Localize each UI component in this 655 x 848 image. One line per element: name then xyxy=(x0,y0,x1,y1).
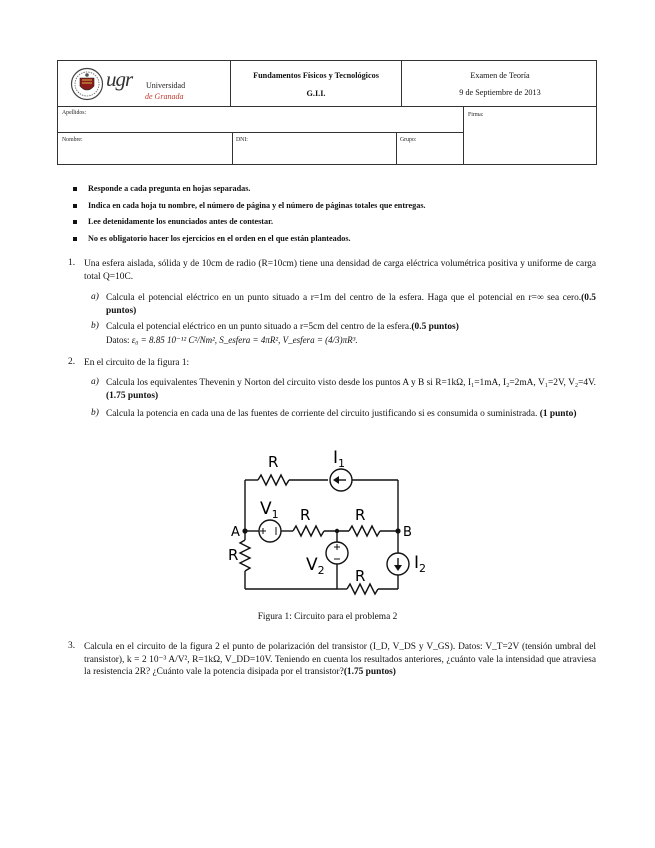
label-r-mid2: R xyxy=(355,506,366,524)
label-v1 xyxy=(260,499,279,521)
label-i2 xyxy=(414,553,426,575)
name-field-label: Nombre: xyxy=(62,137,83,143)
exam-type: Examen de Teoría xyxy=(470,71,530,80)
problem-2-statement: En el circuito de la figura 1: xyxy=(84,358,190,368)
label-r-left: R xyxy=(228,546,239,564)
instruction-item: Lee detenidamente los enunciados antes de contestar. xyxy=(88,217,426,234)
dni-field-label: DNI: xyxy=(236,137,248,143)
exam-date: 9 de Septiembre de 2013 xyxy=(459,88,541,97)
figure-caption: Figura 1: Circuito para el problema 2 xyxy=(257,612,398,622)
label-r-bottom: R xyxy=(355,567,366,585)
label-v1-main: V xyxy=(260,499,272,519)
problem-1-statement: Una esfera aislada, sólida y de 10cm de radio (R=10cm) tiene una densidad de carga eléctrica volumétrica positiva y uniforme de carga total Q=10C. xyxy=(84,259,596,282)
label-node-a: A xyxy=(231,525,240,540)
problem-1a-text: Calcula el potencial eléctrico en un punto situado a r=1m del centro de la esfera. Haga que el potencial en r=∞ sea cero. xyxy=(106,293,582,303)
label-v1-sub: 1 xyxy=(271,508,279,521)
course-code: G.I.I. xyxy=(306,89,326,98)
problem-3 xyxy=(84,641,596,679)
v1-polarity-icon xyxy=(260,527,276,535)
logo-university-line2: de Granada xyxy=(145,92,184,101)
problem-2b-points: (1 punto) xyxy=(539,409,577,419)
label-i2-main: I xyxy=(414,553,420,573)
problem-2b-text: Calcula la potencia en cada una de las fuentes de corriente del circuito justificando si es consumida o suministrada. xyxy=(106,409,538,419)
problem-2a-text: Calcula los equivalentes Thevenin y Norton del circuito visto desde los puntos A y B si R=1kΩ, I₁=1mA, I₂=2mA, V₁=2V, V₂=4V. xyxy=(106,378,596,388)
problem-1-number: 1. xyxy=(68,258,76,268)
instruction-item: Indica en cada hoja tu nombre, el número de página y el número de páginas totales que entregas. xyxy=(88,201,426,218)
v2-polarity-icon xyxy=(334,544,340,559)
logo-university-line1: Universidad xyxy=(146,81,186,90)
course-title: Fundamentos Físicos y Tecnológicos xyxy=(253,71,379,80)
surname-field-label: Apellidos: xyxy=(62,110,87,116)
problem-1-data-label: Datos: xyxy=(106,335,130,345)
label-r-mid1: R xyxy=(300,506,311,524)
label-i1-main: I xyxy=(333,448,339,468)
label-v2-main: V xyxy=(306,555,318,575)
problem-1b-label: b) xyxy=(91,321,99,331)
resistor-r-mid1 xyxy=(293,526,324,536)
problem-3-text: Calcula en el circuito de la figura 2 el punto de polarización del transistor (I_D, V_DS y V_GS). Datos: V_T=2V (tensión umbral del transistor), k = 2 10⁻³ A/V², R=1kΩ, V_DD=10V. Teniendo en cuenta los resultados anteriores, ¿cuánto vale la intensidad que atraviesa la resistencia 2R? ¿Cuánto vale la potencia disipada por el transistor? xyxy=(84,642,596,678)
resistor-r-left xyxy=(240,540,250,571)
problem-1a-points: (0.5 puntos) xyxy=(106,293,596,316)
group-field-label: Grupo: xyxy=(400,137,417,143)
resistor-r-mid2 xyxy=(349,526,380,536)
problem-1b-text: Calcula el potencial eléctrico en un punto situado a r=5cm del centro de la esfera. xyxy=(106,322,412,332)
resistor-r-top xyxy=(258,475,289,485)
problem-1b-points: (0.5 puntos) xyxy=(411,322,459,332)
instruction-item: Responde a cada pregunta en hojas separadas. xyxy=(88,184,426,201)
signature-field-label: Firma: xyxy=(468,112,484,118)
i1-arrow-icon xyxy=(333,476,346,484)
node-middle-dot xyxy=(335,529,339,533)
node-a-dot xyxy=(242,528,247,533)
problem-1-data-formula: ε₀ = 8.85 10⁻¹² C²/Nm², S_esfera = 4πR², V_esfera = (4/3)πR³. xyxy=(131,335,358,345)
label-node-b: B xyxy=(403,525,412,540)
resistor-r-bottom xyxy=(347,584,378,594)
problem-2b-label: b) xyxy=(91,408,99,418)
node-b-dot xyxy=(395,528,400,533)
i2-arrow-icon xyxy=(394,558,402,571)
label-v2 xyxy=(306,555,325,577)
problem-3-points: (1.75 puntos) xyxy=(343,667,396,678)
problem-2a-points: (1.75 puntos) xyxy=(106,390,159,401)
label-r-top: R xyxy=(268,453,279,471)
instruction-item: No es obligatorio hacer los ejercicios en el orden en el que están planteados. xyxy=(88,234,426,251)
label-i1 xyxy=(333,448,345,470)
problem-2a-label: a) xyxy=(91,377,99,387)
logo-wordmark: ugr xyxy=(106,67,133,91)
label-i2-sub: 2 xyxy=(419,562,427,575)
problem-1a-label: a) xyxy=(91,292,99,302)
problem-2-number: 2. xyxy=(68,357,76,367)
label-v2-sub: 2 xyxy=(317,564,325,577)
label-i1-sub: 1 xyxy=(338,457,346,470)
problem-3-number: 3. xyxy=(68,641,76,651)
